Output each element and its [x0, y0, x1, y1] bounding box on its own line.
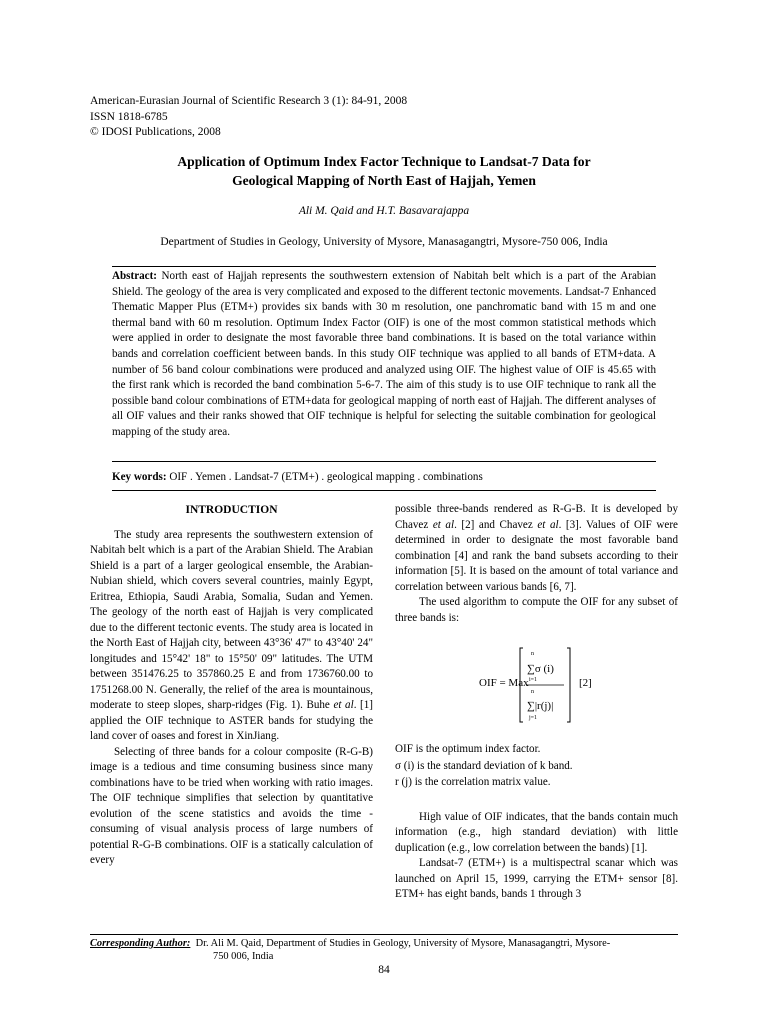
denominator: ∑|r(j)|	[527, 700, 554, 712]
section-heading-introduction: INTRODUCTION	[185, 504, 278, 516]
corresponding-author-text-2: 750 006, India	[213, 951, 274, 962]
numerator: ∑σ (i)	[527, 663, 554, 675]
keywords-text: OIF . Yemen . Landsat-7 (ETM+) . geological mapping . combinations	[169, 471, 483, 483]
right-column	[395, 502, 678, 903]
journal-citation: American-Eurasian Journal of Scientific Research 3 (1): 84-91, 2008	[90, 95, 408, 107]
abstract-bottom-rule	[112, 461, 656, 462]
paper-title	[90, 152, 678, 190]
title-line-1: Application of Optimum Index Factor Technique to Landsat-7 Data for	[177, 154, 591, 169]
authors: Ali M. Qaid and H.T. Basavarajappa	[298, 205, 470, 217]
numerator-lower-limit: i=1	[529, 677, 538, 683]
publisher: © IDOSI Publications, 2008	[90, 126, 221, 138]
keywords-label: Key words:	[112, 471, 167, 483]
abstract-top-rule	[112, 266, 656, 267]
denominator-upper-limit: n	[531, 689, 534, 695]
corresponding-author-text: Dr. Ali M. Qaid, Department of Studies in Geology, University of Mysore, Manasagangtri, Mysore-	[195, 938, 611, 949]
formula-lhs: OIF = Max	[479, 677, 529, 689]
abstract-text: North east of Hajjah represents the southwestern extension of Nabitah belt which is a part of the Arabian Shield. The geology of the area is very complicated and exposed to the different tectonic movements. Landsat-7 Enhanced Thematic Mapper Plus (ETM+) provides six bands with 30 m resolution, one panchromatic band with 15 m and one thermal band with 60 m resolution. Optimum Index Factor (OIF) is one of the most common statistical methods which were applied in order to designate the most favorable three band combinations. It is based on the total variance within bands and correlation coefficient between bands. In this study OIF technique was applied to all bands of ETM+data. A number of 56 band colour combinations were produced and analyzed using OIF. The highest value of OIF is 45.65 with the first rank which is recorded the band combination 5-6-7. The aim of this study is to use OIF technique to rank all the possible band colour combinations of ETM+data for geological mapping of north east of Hajjah. The different analyses of all OIF values and their ranks showed that OIF technique is helpful for selecting the suitable combination for geological mapping of the study area.	[112, 270, 656, 438]
keywords-bottom-rule	[112, 490, 656, 491]
abstract	[112, 269, 656, 441]
corresponding-author-label: Corresponding Author:	[90, 938, 191, 949]
left-column	[90, 503, 373, 869]
definition-r: r (j) is the correlation matrix value.	[395, 776, 551, 788]
keywords	[112, 471, 656, 483]
definition-sigma: σ (i) is the standard deviation of k band.	[395, 759, 573, 772]
footer-rule	[90, 934, 678, 935]
oif-formula	[395, 638, 678, 734]
formula-definitions	[395, 742, 678, 791]
formula-bracket	[519, 646, 571, 724]
abstract-label: Abstract:	[112, 270, 157, 282]
intro-paragraph-2: Selecting of three bands for a colour composite (R-G-B) image is a tedious and time consuming business since many combinations have to be tried when working with ratio images. The OIF technique simplifies that selection by quantitative evolution of the scene statistics and avoids the time -consuming of visual analysis process of large numbers of potential R-G-B combinations. OIF is a statically calculation of every	[90, 745, 373, 866]
intro-paragraph-6: Landsat-7 (ETM+) is a multispectral scanar which was launched on April 15, 1999, carrying the ETM+ sensor [8]. ETM+ has eight bands, bands 1 through 3	[395, 857, 678, 900]
spacer	[395, 792, 678, 810]
intro-paragraph-5: High value of OIF indicates, that the bands contain much information (e.g., high standard deviation) with little duplication (e.g., low correlation between the bands) [1].	[395, 810, 678, 854]
affiliation: Department of Studies in Geology, University of Mysore, Manasagangtri, Mysore-750 006, India	[160, 236, 608, 248]
intro-paragraph-3: possible three-bands rendered as R-G-B. It is developed by Chavez et al. [2] and Chavez et al. [3]. Values of OIF were determined in order to designate the most favorable band combination [4] and rank the band subsets according to their information [5]. It is based on the amount of total variance and correlation between various bands [6, 7].	[395, 503, 678, 593]
definition-oif: OIF is the optimum index factor.	[395, 743, 541, 755]
intro-paragraph-1: The study area represents the southwestern extension of Nabitah belt which is a part of the Arabian Shield. The Arabian Shield is a part of a larger geological ensemble, the Arabian-Nubian shield, which covers several countries, mainly Egypt, Eritrea, Ethiopia, Saudi Arabia, Somalia, Sudan and Yemen. The geology of the north east of Hajjah is very complicated due to the different tectonic events. The study area is located in the North East of Hajjah city, between 43°36' 47" to 43°40' 24" longitudes and 15°42' 18" to 15°50' 09" latitudes. The UTM between 351476.25 to 357860.25 E and from 1736760.00 to 1751268.00 N. Generally, the relief of the area is mountainous, moderate to steep slopes, sharp-ridges (Fig. 1). Buhe et al. [1] applied the OIF technique to ASTER bands for studying the land cover of oases and forest in XinJiang.	[90, 528, 373, 742]
denominator-lower-limit: j=1	[529, 715, 538, 721]
title-line-2: Geological Mapping of North East of Hajjah, Yemen	[232, 173, 536, 188]
journal-header	[90, 94, 407, 141]
page-number: 84	[378, 964, 390, 976]
issn: ISSN 1818-6785	[90, 110, 168, 123]
formula-reference: [2]	[579, 677, 592, 689]
corresponding-author	[90, 937, 678, 963]
numerator-upper-limit: n	[531, 651, 534, 657]
intro-paragraph-4: The used algorithm to compute the OIF for any subset of three bands is:	[395, 596, 678, 624]
